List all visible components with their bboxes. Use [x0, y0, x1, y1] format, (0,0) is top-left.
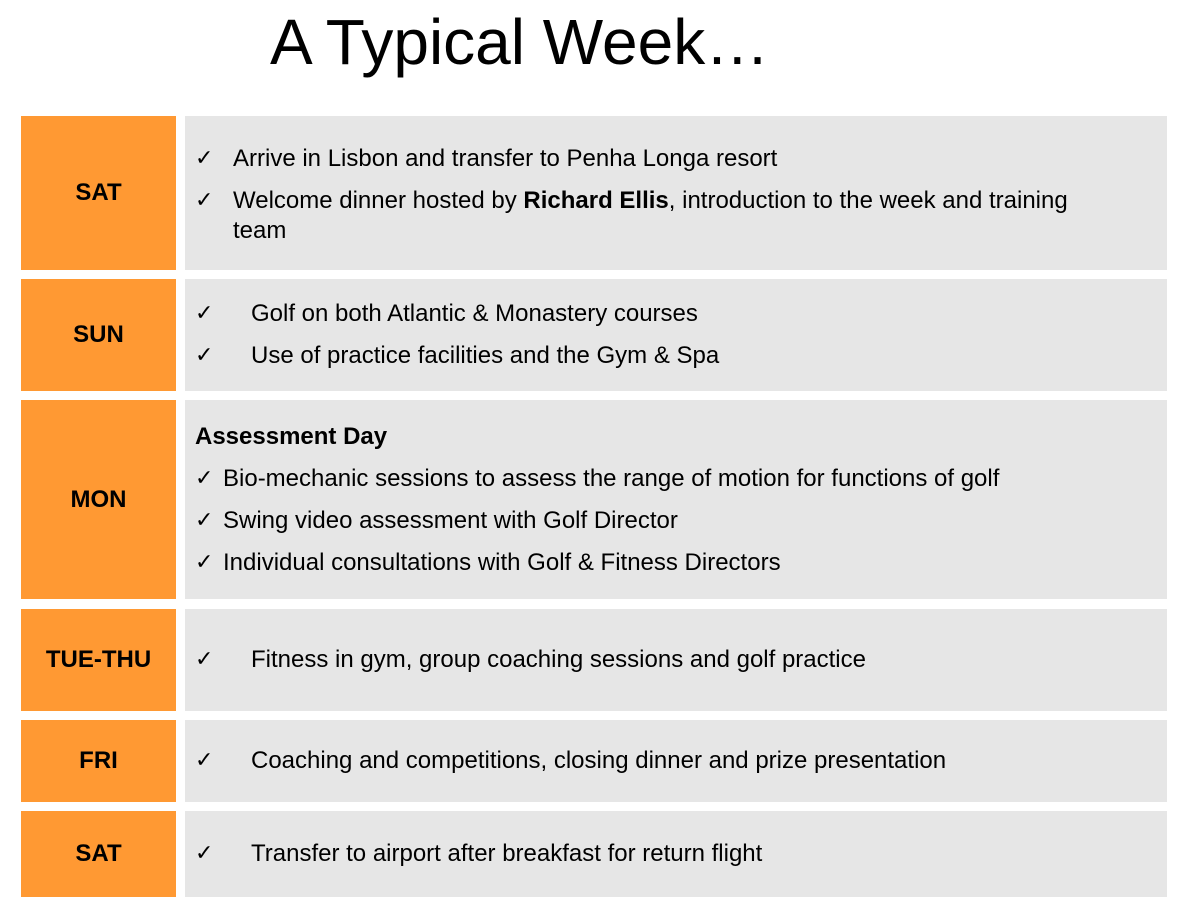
check-icon: ✓ [195, 647, 214, 672]
page-title: A Typical Week… [270, 6, 770, 78]
assessment-day-heading: Assessment Day [195, 422, 388, 450]
day-label-fri: FRI [21, 720, 176, 802]
schedule-item [195, 144, 1127, 174]
schedule-cell-sat-departure [185, 811, 1167, 897]
schedule-item [195, 299, 1127, 329]
schedule-cell-tue-thu [185, 609, 1167, 711]
check-icon: ✓ [195, 146, 214, 171]
schedule-item-text-after: , introduction to the week and training team [233, 187, 1068, 244]
check-icon: ✓ [195, 301, 214, 326]
check-icon: ✓ [195, 465, 214, 491]
check-icon: ✓ [195, 343, 214, 368]
check-icon: ✓ [195, 841, 214, 866]
schedule-cell-sun [185, 279, 1167, 391]
schedule-item-text: Coaching and competitions, closing dinner and prize presentation [251, 747, 947, 774]
schedule-item [195, 746, 1127, 776]
schedule-item-text: Bio-mechanic sessions to assess the range of motion for functions of golf [223, 464, 1000, 492]
schedule-cell-fri [185, 720, 1167, 802]
schedule-item-text: Arrive in Lisbon and transfer to Penha Longa resort [233, 145, 778, 172]
check-icon: ✓ [195, 188, 214, 213]
day-label-sat-departure: SAT [21, 811, 176, 897]
schedule-item [195, 341, 1127, 371]
schedule-item [195, 839, 1127, 869]
schedule-item-text: Fitness in gym, group coaching sessions and golf practice [251, 646, 866, 673]
schedule-item-text: Transfer to airport after breakfast for return flight [251, 840, 763, 867]
day-label-sun: SUN [21, 279, 176, 391]
check-icon: ✓ [195, 748, 214, 773]
check-icon: ✓ [195, 549, 214, 575]
schedule-item-text: Individual consultations with Golf & Fitness Directors [223, 548, 781, 576]
schedule-item [195, 645, 1127, 675]
schedule-item-text-before: Welcome dinner hosted by [233, 187, 524, 214]
check-icon: ✓ [195, 507, 214, 533]
schedule-cell-mon [185, 400, 1167, 599]
day-label-sat-arrival: SAT [21, 116, 176, 270]
schedule-item [195, 464, 1127, 494]
schedule-item-text: Golf on both Atlantic & Monastery courses [251, 300, 698, 327]
schedule-cell-sat-arrival [185, 116, 1167, 270]
schedule-item [195, 548, 1127, 578]
host-name: Richard Ellis [523, 187, 669, 214]
schedule-item [195, 506, 1127, 536]
schedule-item-text: Swing video assessment with Golf Director [223, 506, 678, 534]
schedule-item-text: Use of practice facilities and the Gym & Spa [251, 342, 720, 369]
schedule-item [195, 186, 1127, 246]
day-label-mon: MON [21, 400, 176, 599]
day-label-tue-thu: TUE-THU [21, 609, 176, 711]
